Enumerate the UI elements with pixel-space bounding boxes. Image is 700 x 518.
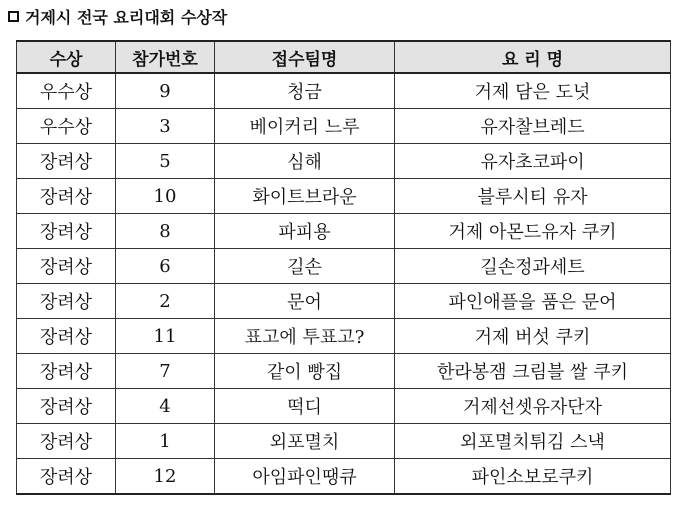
cell-dish: 블루시티 유자 bbox=[395, 179, 671, 214]
cell-team: 심해 bbox=[215, 144, 395, 179]
cell-dish: 거제 아몬드유자 쿠키 bbox=[395, 214, 671, 249]
cell-number: 2 bbox=[116, 284, 215, 319]
cell-dish: 유자찰브레드 bbox=[395, 109, 671, 144]
table-row bbox=[17, 249, 671, 284]
table-row bbox=[17, 284, 671, 319]
table-row bbox=[17, 389, 671, 424]
table-row bbox=[17, 144, 671, 179]
cell-number: 8 bbox=[116, 214, 215, 249]
cell-number: 5 bbox=[116, 144, 215, 179]
cell-team: 아임파인땡큐 bbox=[215, 459, 395, 495]
cell-award: 장려상 bbox=[17, 249, 116, 284]
cell-number: 6 bbox=[116, 249, 215, 284]
table-row bbox=[17, 319, 671, 354]
table-row bbox=[17, 459, 671, 495]
cell-number: 4 bbox=[116, 389, 215, 424]
square-bullet-icon bbox=[8, 11, 19, 22]
cell-team: 베이커리 느루 bbox=[215, 109, 395, 144]
cell-number: 3 bbox=[116, 109, 215, 144]
table-row bbox=[17, 354, 671, 389]
cell-team: 같이 빵집 bbox=[215, 354, 395, 389]
cell-team: 외포멸치 bbox=[215, 424, 395, 459]
cell-dish: 거제선셋유자단자 bbox=[395, 389, 671, 424]
cell-dish: 유자초코파이 bbox=[395, 144, 671, 179]
cell-dish: 거제 담은 도넛 bbox=[395, 73, 671, 109]
cell-dish: 길손정과세트 bbox=[395, 249, 671, 284]
cell-team: 화이트브라운 bbox=[215, 179, 395, 214]
header-team: 접수팀명 bbox=[215, 41, 395, 73]
table-row bbox=[17, 73, 671, 109]
cell-dish: 외포멸치튀김 스낵 bbox=[395, 424, 671, 459]
header-dish: 요 리 명 bbox=[395, 41, 671, 73]
cell-number: 10 bbox=[116, 179, 215, 214]
cell-award: 장려상 bbox=[17, 284, 116, 319]
cell-award: 장려상 bbox=[17, 459, 116, 495]
header-award: 수상 bbox=[17, 41, 116, 73]
cell-team: 표고에 투표고? bbox=[215, 319, 395, 354]
table-row bbox=[17, 424, 671, 459]
cell-award: 장려상 bbox=[17, 144, 116, 179]
cell-award: 장려상 bbox=[17, 424, 116, 459]
cell-number: 9 bbox=[116, 73, 215, 109]
cell-dish: 파인애플을 품은 문어 bbox=[395, 284, 671, 319]
table-row bbox=[17, 179, 671, 214]
cell-number: 12 bbox=[116, 459, 215, 495]
header-number: 참가번호 bbox=[116, 41, 215, 73]
cell-award: 장려상 bbox=[17, 389, 116, 424]
table-header bbox=[17, 41, 671, 73]
cell-dish: 거제 버섯 쿠키 bbox=[395, 319, 671, 354]
cell-award: 장려상 bbox=[17, 319, 116, 354]
cell-team: 파피용 bbox=[215, 214, 395, 249]
cell-team: 청금 bbox=[215, 73, 395, 109]
awards-table bbox=[16, 40, 671, 495]
cell-number: 7 bbox=[116, 354, 215, 389]
document-title: 거제시 전국 요리대회 수상작 bbox=[25, 7, 228, 27]
cell-dish: 파인소보로쿠키 bbox=[395, 459, 671, 495]
cell-number: 1 bbox=[116, 424, 215, 459]
cell-award: 장려상 bbox=[17, 354, 116, 389]
table-row bbox=[17, 214, 671, 249]
cell-team: 문어 bbox=[215, 284, 395, 319]
header-row bbox=[17, 41, 671, 73]
table-row bbox=[17, 109, 671, 144]
cell-team: 길손 bbox=[215, 249, 395, 284]
cell-award: 장려상 bbox=[17, 214, 116, 249]
cell-award: 우수상 bbox=[17, 109, 116, 144]
cell-award: 우수상 bbox=[17, 73, 116, 109]
cell-number: 11 bbox=[116, 319, 215, 354]
cell-award: 장려상 bbox=[17, 179, 116, 214]
table-body bbox=[17, 73, 671, 494]
cell-team: 떡디 bbox=[215, 389, 395, 424]
document-title-row bbox=[8, 4, 227, 28]
cell-dish: 한라봉잼 크림블 쌀 쿠키 bbox=[395, 354, 671, 389]
